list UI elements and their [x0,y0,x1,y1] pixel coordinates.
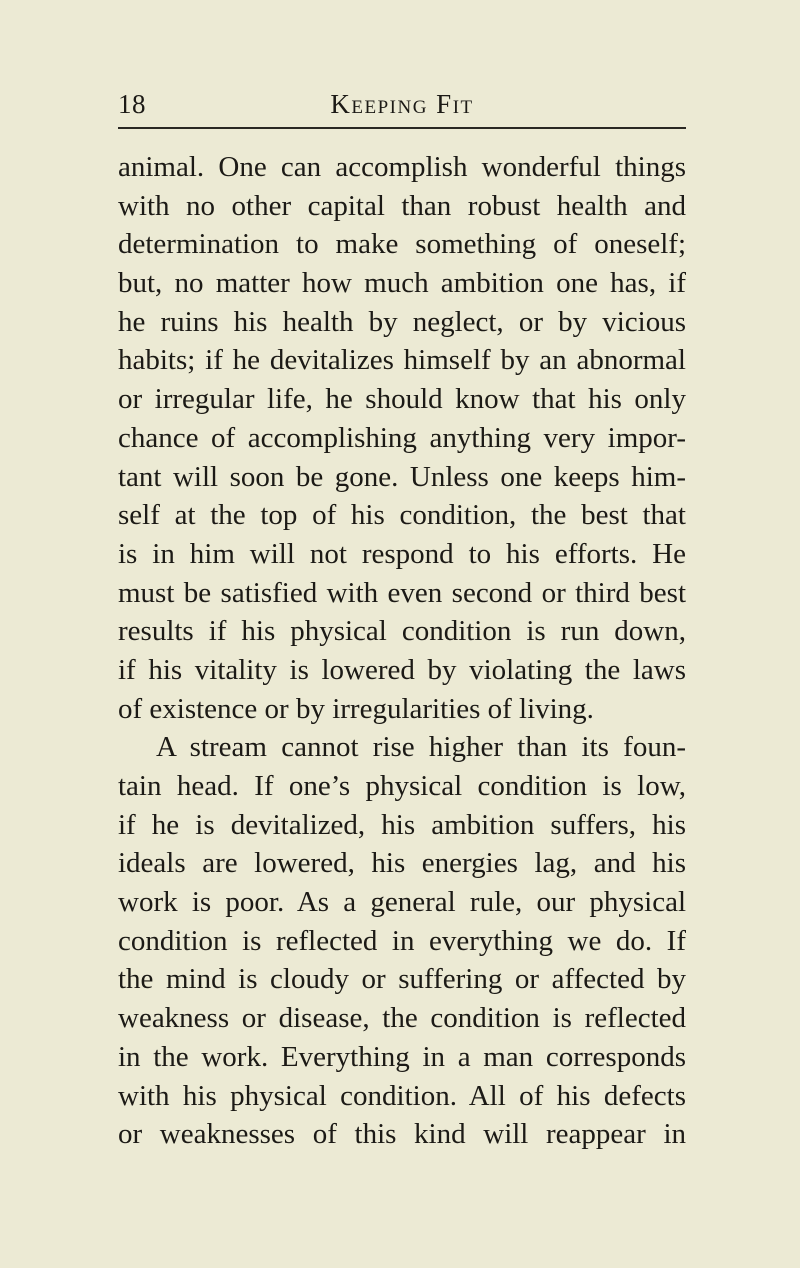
text-line: or weaknesses of this kind will reappear in [118,1118,686,1151]
text-line: weakness or disease, the condition is reflected [118,1002,686,1035]
text-line: results if his physical condition is run down, [118,615,686,648]
text-line: in the work. Everything in a man corresponds [118,1040,686,1073]
text-line: with his physical condition. All of his defects [118,1079,686,1112]
text-line: he ruins his health by neglect, or by vicious [118,305,686,338]
text-line: condition is reflected in everything we do. If [118,924,686,957]
text-line: work is poor. As a general rule, our physical [118,886,686,919]
text-line: but, no matter how much ambition one has, if [118,267,686,300]
body-text [118,148,686,1154]
running-head [118,86,686,122]
text-line: with no other capital than robust health and [118,189,686,222]
text-line: self at the top of his condition, the best that [118,499,686,532]
text-line: of existence or by irregularities of living. [118,692,594,725]
page-number: 18 [118,89,146,119]
text-line: must be satisfied with even second or third best [118,576,686,609]
text-line: tain head. If one’s physical condition is low, [118,770,686,802]
text-line: is in him will not respond to his efforts. He [118,537,686,570]
text-line: habits; if he devitalizes himself by an abnormal [118,344,686,377]
text-line: A stream cannot rise higher than its foun- [156,731,686,764]
text-line: or irregular life, he should know that his only [118,383,686,416]
text-line: chance of accomplishing anything very impor- [118,421,686,454]
header-rule [118,127,686,129]
text-line: the mind is cloudy or suffering or affected by [118,963,686,996]
text-line: if he is devitalized, his ambition suffers, his [118,808,686,841]
text-line: ideals are lowered, his energies lag, and his [118,847,686,880]
text-line: animal. One can accomplish wonderful things [118,151,686,183]
text-line: if his vitality is lowered by violating the laws [118,653,686,686]
running-title: Keeping Fit [330,89,474,119]
text-line: tant will soon be gone. Unless one keeps him- [118,460,686,493]
text-line: determination to make something of oneself; [118,228,686,261]
